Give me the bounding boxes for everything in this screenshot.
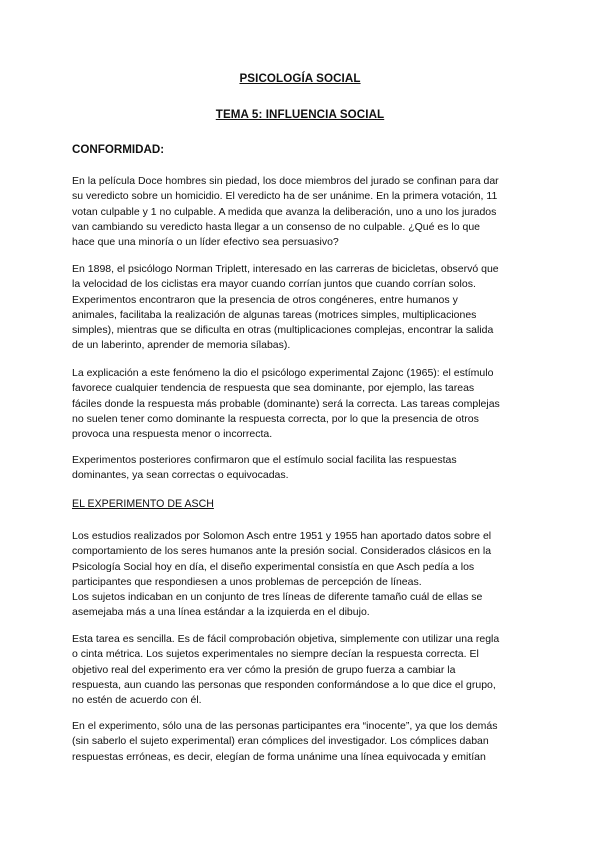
paragraph-doce-hombres: En la película Doce hombres sin piedad, los doce miembros del jurado se confinan para dar su veredicto sobre un homicidio. El veredicto ha de ser unánime. En la primera votación, 11 votan culpable y 1 no culpable. A medida que avanza la deliberación, uno a uno los jurados van cambiando su veredicto hasta llegar a un consenso de no culpable. ¿Qué es lo que hace que una minoría o un líder efectivo sea persuasivo? [72, 175, 499, 249]
paragraph-triplett: En 1898, el psicólogo Norman Triplett, interesado en las carreras de bicicletas, observó que la velocidad de los ciclistas era mayor cuando corrían juntos que cuando corrían solos. Experimentos encontraron que la presencia de otros congéneres, entre humanos y animales, facilitaba la realización de algunas tareas (motrices simples, multiplicaciones simples), mientras que se dificulta en otras (multiplicaciones complejas, encontrar la salida de un laberinto, aprender de memoria sílabas). [72, 263, 499, 352]
paragraph-zajonc: La explicación a este fenómeno la dio el psicólogo experimental Zajonc (1965): el estímulo favorece cualquier tendencia de respuesta que sea dominante, por ejemplo, las tareas fáciles donde la respuesta más probable (dominante) será la correcta. Las tareas complejas no suelen tener como dominante la respuesta correcta, por lo que la presencia de otros provoca una respuesta menor o incorrecta. [72, 367, 500, 441]
document-subtitle: TEMA 5: INFLUENCIA SOCIAL [215, 108, 385, 121]
paragraph-asch-estudios: Los estudios realizados por Solomon Asch entre 1951 y 1955 han aportado datos sobre el comportamiento de los seres humanos ante la presión social. Considerados clásicos en la Psicología Social hoy en día, el diseño experimental consistía en que Asch pedía a los participantes que respondiesen a unos problemas de percepción de líneas. Los sujetos indicaban en un conjunto de tres líneas de diferente tamaño cuál de ellas se asemejaba más a una línea estándar a la izquierda en el dibujo. [72, 530, 492, 619]
section-heading-asch: EL EXPERIMENTO DE ASCH [72, 498, 214, 510]
paragraph-asch-experimento: En el experimento, sólo una de las personas participantes era “inocente”, ya que los demás (sin saberlo el sujeto experimental) eran cómplices del investigador. Los cómplices daban respuestas erróneas, es decir, elegían de forma unánime una línea equivocada y emitían [72, 720, 498, 763]
paragraph-experimentos-posteriores: Experimentos posteriores confirmaron que el estímulo social facilita las respuestas dominantes, ya sean correctas o equivocadas. [72, 454, 457, 482]
paragraph-asch-tarea: Esta tarea es sencilla. Es de fácil comprobación objetiva, simplemente con utilizar una regla o cinta métrica. Los sujetos experimentales no siempre decían la respuesta correcta. El objetivo real del experimento era ver cómo la presión de grupo fuerza a cambiar la respuesta, aun cuando las personas que responden conformándose a lo que dice el grupo, no estén de acuerdo con él. [72, 633, 500, 707]
document-title: PSICOLOGÍA SOCIAL [239, 72, 361, 85]
section-heading-conformidad: CONFORMIDAD: [72, 143, 165, 156]
